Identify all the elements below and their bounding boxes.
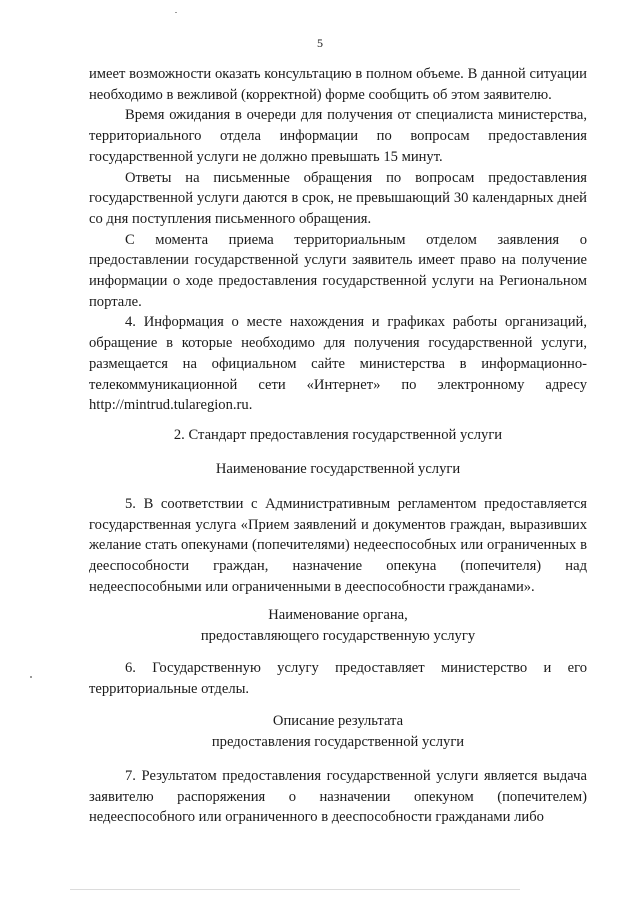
paragraph-waiting-time: Время ожидания в очереди для получения от специалиста министерства, территориального отдела информации по вопросам предоставления государственной услуги не должно превышать 15 минут. — [89, 107, 587, 165]
paragraph-6: 6. Государственную услугу предоставляет министерство и его территориальные отделы. — [89, 660, 587, 697]
text-block-paragraph-5 — [89, 494, 587, 598]
paragraph-continuation: имеет возможности оказать консультацию в полном объеме. В данной ситуации необходимо в вежливой (корректной) форме сообщить об этом заявителю. — [89, 66, 587, 103]
scan-speck — [175, 12, 177, 13]
heading-service-name: Наименование государственной услуги — [215, 461, 461, 477]
heading-result-line2: предоставления государственной услуги — [211, 733, 465, 750]
paragraph-portal-info: С момента приема территориальным отделом заявления о предоставлении государственной услуги заявитель имеет право на получение информации о ходе предоставления государственной услуги на Региональном портале. — [89, 231, 587, 310]
heading-organ — [89, 605, 587, 646]
text-block-paragraph-6 — [89, 658, 587, 699]
heading-organ-line1: Наименование органа, — [268, 607, 408, 623]
text-block-paragraph-7 — [89, 766, 587, 828]
heading-result-line1: Описание результата — [272, 713, 404, 729]
heading-organ-line2: предоставляющего государственную услугу — [200, 627, 476, 644]
heading-result — [89, 711, 587, 752]
scan-edge-line — [70, 889, 520, 890]
paragraph-written-answers: Ответы на письменные обращения по вопросам предоставления государственной услуги даются в срок, не превышающий 30 календарных дней со дня поступления письменного обращения. — [89, 169, 587, 227]
page-number: 5 — [317, 36, 323, 50]
paragraph-5: 5. В соответствии с Административным регламентом предоставляется государственная услуга «Прием заявлений и документов граждан, выразивших желание стать опекунами (попечителями) недееспособных или ограниченных в дееспособности граждан, назначение опекуна (попечителя) над недееспособными или ограниченными в дееспособности гражданами». — [89, 496, 587, 595]
text-block-top — [89, 64, 587, 416]
paragraph-7: 7. Результатом предоставления государственной услуги является выдача заявителю распоряжения о назначении опекуном (попечителем) недееспособного или ограниченного в дееспособности гражданами либо — [89, 768, 587, 826]
paragraph-4: 4. Информация о месте нахождения и графиках работы организаций, обращение в которые необходимо для получения государственной услуги, размещается на официальном сайте министерства в информационно-телекоммуникационной сети «Интернет» по электронному адресу http://mintrud.tularegion.ru. — [89, 314, 587, 414]
section-title: 2. Стандарт предоставления государственной услуги — [173, 427, 503, 443]
scan-speck — [30, 676, 32, 678]
